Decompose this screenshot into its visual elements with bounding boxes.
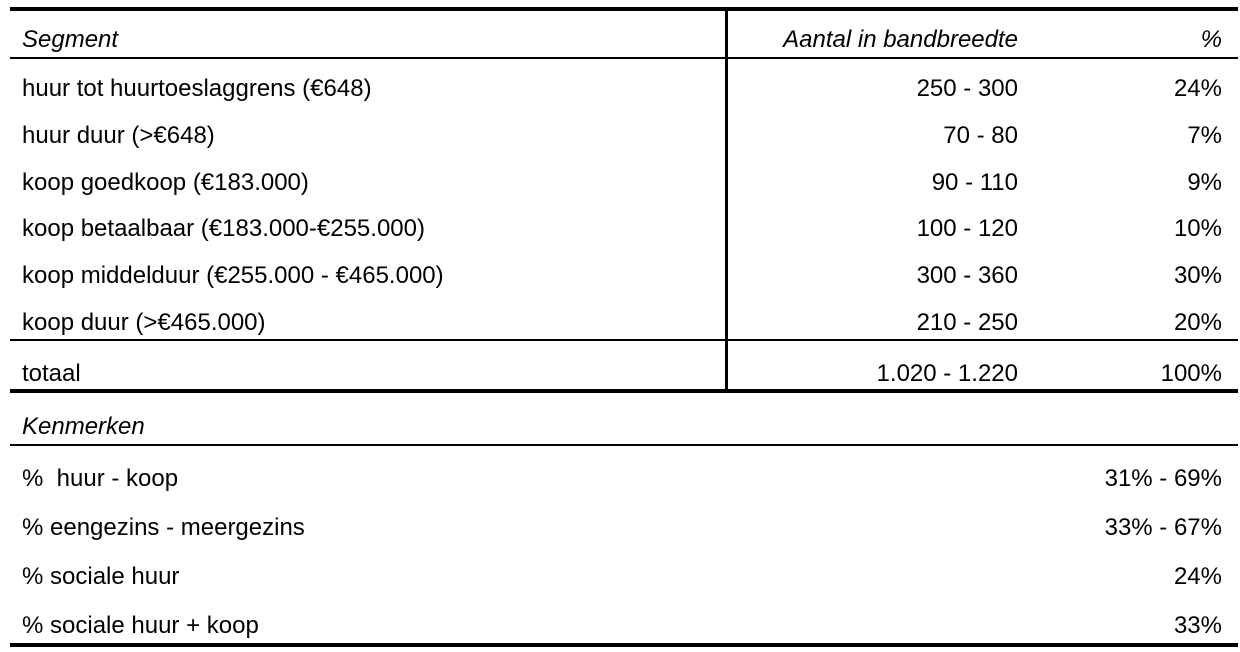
kenmerken-label: % sociale huur + koop (22, 612, 259, 639)
kenmerken-rule (10, 444, 1238, 446)
row-percent: 24% (1173, 75, 1222, 102)
row-segment: koop betaalbaar (€183.000-€255.000) (22, 215, 425, 242)
row-percent: 20% (1173, 309, 1222, 336)
total-label: totaal (22, 360, 81, 387)
row-segment: koop middelduur (€255.000 - €465.000) (22, 262, 444, 289)
kenmerken-value: 33% - 67% (1104, 514, 1222, 541)
top-rule (10, 7, 1238, 11)
kenmerken-label: % sociale huur (22, 563, 180, 590)
total-rule (10, 339, 1238, 341)
row-count: 210 - 250 (916, 309, 1018, 336)
total-percent: 100% (1160, 360, 1222, 387)
header-segment: Segment (22, 26, 119, 53)
bottom-rule (10, 643, 1238, 647)
kenmerken-value: 33% (1173, 612, 1222, 639)
row-segment: koop duur (>€465.000) (22, 309, 266, 336)
column-divider (725, 9, 728, 391)
header-percent: % (1200, 26, 1222, 53)
row-percent: 30% (1173, 262, 1222, 289)
header-count: Aantal in bandbreedte (783, 26, 1018, 53)
kenmerken-label: % eengezins - meergezins (22, 514, 305, 541)
row-segment: koop goedkoop (€183.000) (22, 169, 309, 196)
header-rule (10, 57, 1238, 59)
kenmerken-value: 31% - 69% (1104, 465, 1222, 492)
row-count: 300 - 360 (916, 262, 1018, 289)
row-percent: 10% (1173, 215, 1222, 242)
kenmerken-value: 24% (1173, 563, 1222, 590)
row-percent: 9% (1187, 169, 1222, 196)
total-count: 1.020 - 1.220 (876, 360, 1018, 387)
kenmerken-title: Kenmerken (22, 413, 145, 440)
row-count: 90 - 110 (931, 169, 1018, 196)
row-count: 250 - 300 (916, 75, 1018, 102)
table-bottom-rule (10, 389, 1238, 393)
row-segment: huur tot huurtoeslaggrens (€648) (22, 75, 372, 102)
row-count: 100 - 120 (916, 215, 1018, 242)
row-segment: huur duur (>€648) (22, 122, 215, 149)
row-count: 70 - 80 (943, 122, 1018, 149)
row-percent: 7% (1187, 122, 1222, 149)
kenmerken-label: % huur - koop (22, 465, 179, 492)
